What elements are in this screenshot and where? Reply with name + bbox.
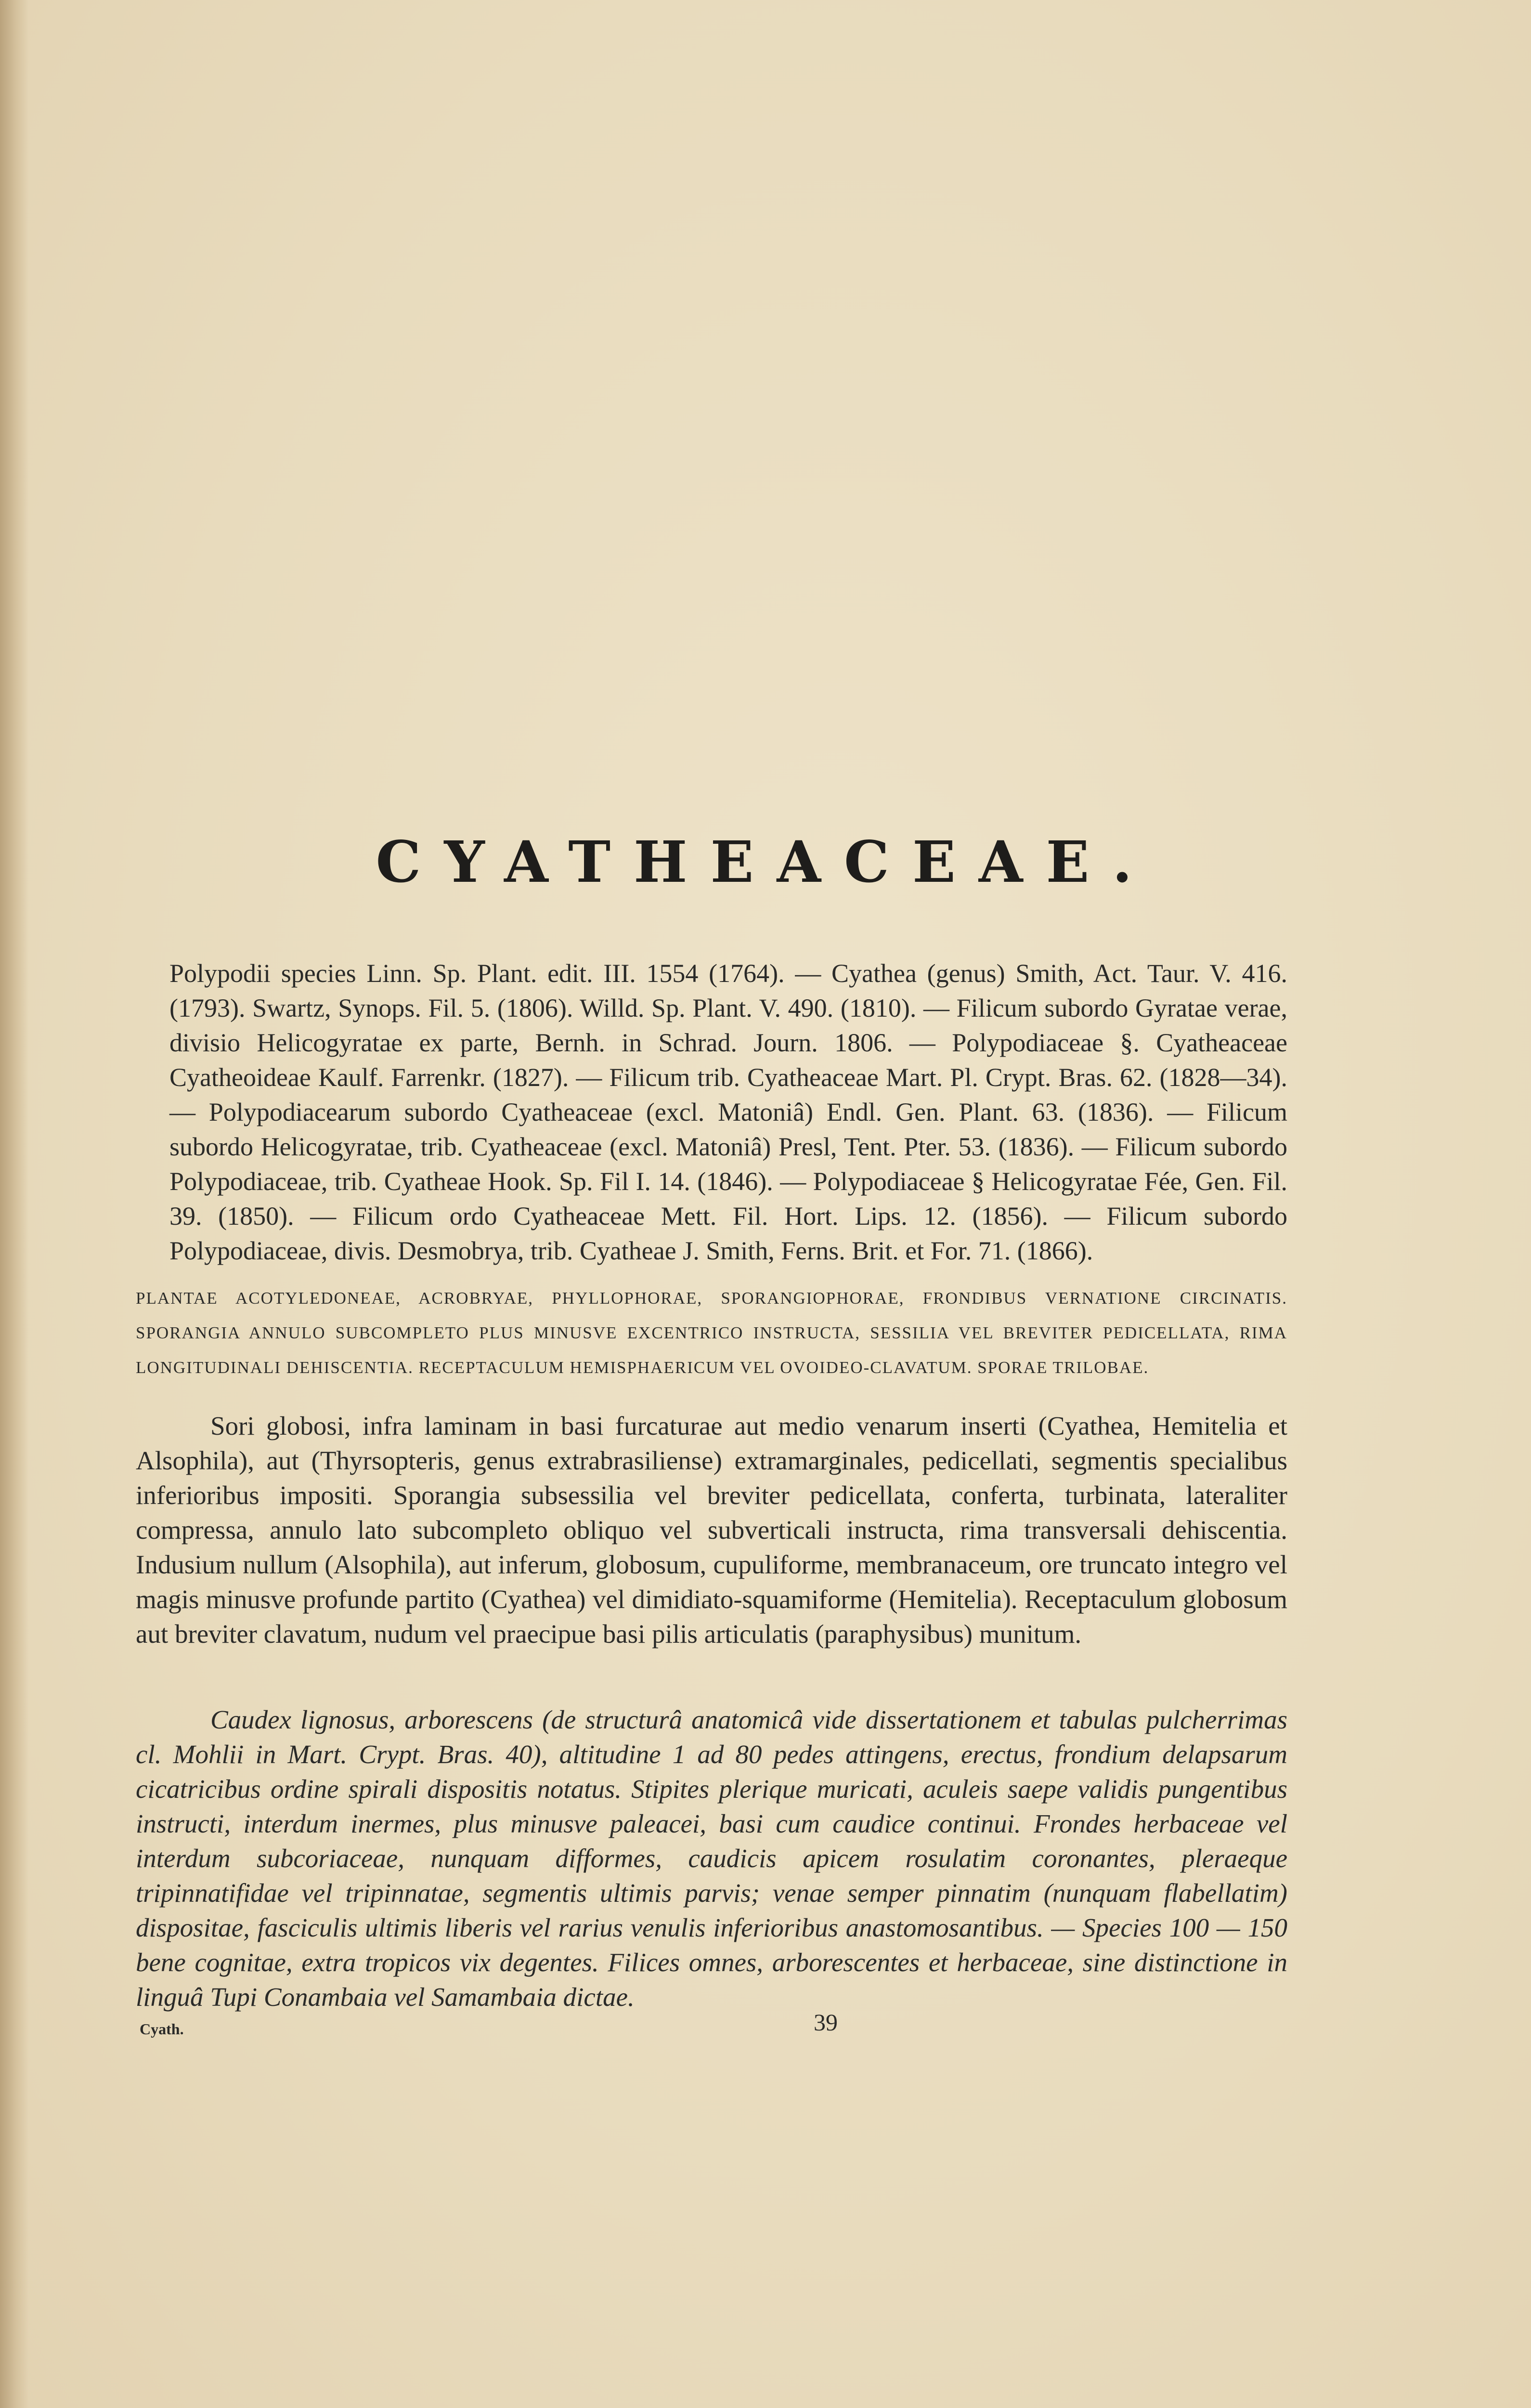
- page-gutter-shadow: [0, 0, 29, 2408]
- synonymy-paragraph: Polypodii species Linn. Sp. Plant. edit. III. 1554 (1764). — Cyathea (genus) Smith, Act. Taur. V. 416. (1793). Swartz, Synops. Fil. 5. (1806). Willd. Sp. Plant. V. 490. (1810). — Filicum subordo Gyratae verae, divisio Helicogyratae ex parte, Bernh. in Schrad. Journ. 1806. — Polypodiaceae §. Cyatheaceae Cyatheoideae Kaulf. Farrenkr. (1827). — Filicum trib. Cyatheaceae Mart. Pl. Crypt. Bras. 62. (1828—34). — Polypodiacearum subordo Cyatheaceae (excl. Matoniâ) Endl. Gen. Plant. 63. (1836). — Filicum subordo Helicogyratae, trib. Cyatheaceae (excl. Matoniâ) Presl, Tent. Pter. 53. (1836). — Filicum subordo Polypodiaceae, trib. Cyatheae Hook. Sp. Fil I. 14. (1846). — Polypodiaceae § Helicogyratae Fée, Gen. Fil. 39. (1850). — Filicum ordo Cyatheaceae Mett. Fil. Hort. Lips. 12. (1856). — Filicum subordo Polypodiaceae, divis. Desmobrya, trib. Cyatheae J. Smith, Ferns. Brit. et For. 71. (1866).: [169, 959, 1287, 1265]
- page-number: 39: [814, 2009, 838, 2036]
- page-title: CYATHEACEAE.: [376, 828, 1155, 895]
- diagnosis-paragraph: PLANTAE ACOTYLEDONEAE, ACROBRYAE, PHYLLOPHORAE, SPORANGIOPHORAE, FRONDIBUS VERNATIONE CIRCINATIS. SPORANGIA ANNULO SUBCOMPLETO PLUS MINUSVE EXCENTRICO INSTRUCTA, SESSILIA VEL BREVITER PEDICELLATA, RIMA LONGITUDINALI DEHISCENTIA. RECEPTACULUM HEMISPHAERICUM VEL OVOIDEO-CLAVATUM. SPORAE TRILOBAE.: [136, 1289, 1287, 1377]
- description-paragraph-sori: Sori globosi, infra laminam in basi furcaturae aut medio venarum inserti (Cyathea, Hemitelia et Alsophila), aut (Thyrsopteris, genus extrabrasiliense) extramarginales, pedicellati, segmentis specialibus inferioribus impositi. Sporangia subsessilia vel breviter pedicellata, conferta, turbinata, lateraliter compressa, annulo lato subcompleto obliquo vel subverticali instructa, rima transversali dehiscentia. Indusium nullum (Alsophila), aut inferum, globosum, cupuliforme, membranaceum, ore truncato integro vel magis minusve profunde partito (Cyathea) vel dimidiato-squamiforme (Hemitelia). Receptaculum globosum aut breviter clavatum, nudum vel praecipue basi pilis articulatis (paraphysibus) munitum.: [136, 1411, 1287, 1649]
- signature-mark: Cyath.: [140, 2020, 184, 2038]
- description-paragraph-caudex: Caudex lignosus, arborescens (de structurâ anatomicâ vide dissertationem et tabulas pulcherrimas cl. Mohlii in Mart. Crypt. Bras. 40), altitudine 1 ad 80 pedes attingens, erectus, frondium delapsarum cicatricibus ordine spirali dispositis notatus. Stipites plerique muricati, aculeis saepe validis pungentibus instructi, interdum inermes, plus minusve paleacei, basi cum caudice continui. Frondes herbaceae vel interdum subcoriaceae, nunquam difformes, caudicis apicem rosulatim coronantes, pleraeque tripinnatifidae vel tripinnatae, segmentis ultimis parvis; venae semper pinnatim (nunquam flabellatim) dispositae, fasciculis ultimis liberis vel rarius venulis inferioribus anastomosantibus. — Species 100 — 150 bene cognitae, extra tropicos vix degentes. Filices omnes, arborescentes et herbaceae, sine distinctione in linguâ Tupi Conambaia vel Samambaia dictae.: [136, 1705, 1287, 2012]
